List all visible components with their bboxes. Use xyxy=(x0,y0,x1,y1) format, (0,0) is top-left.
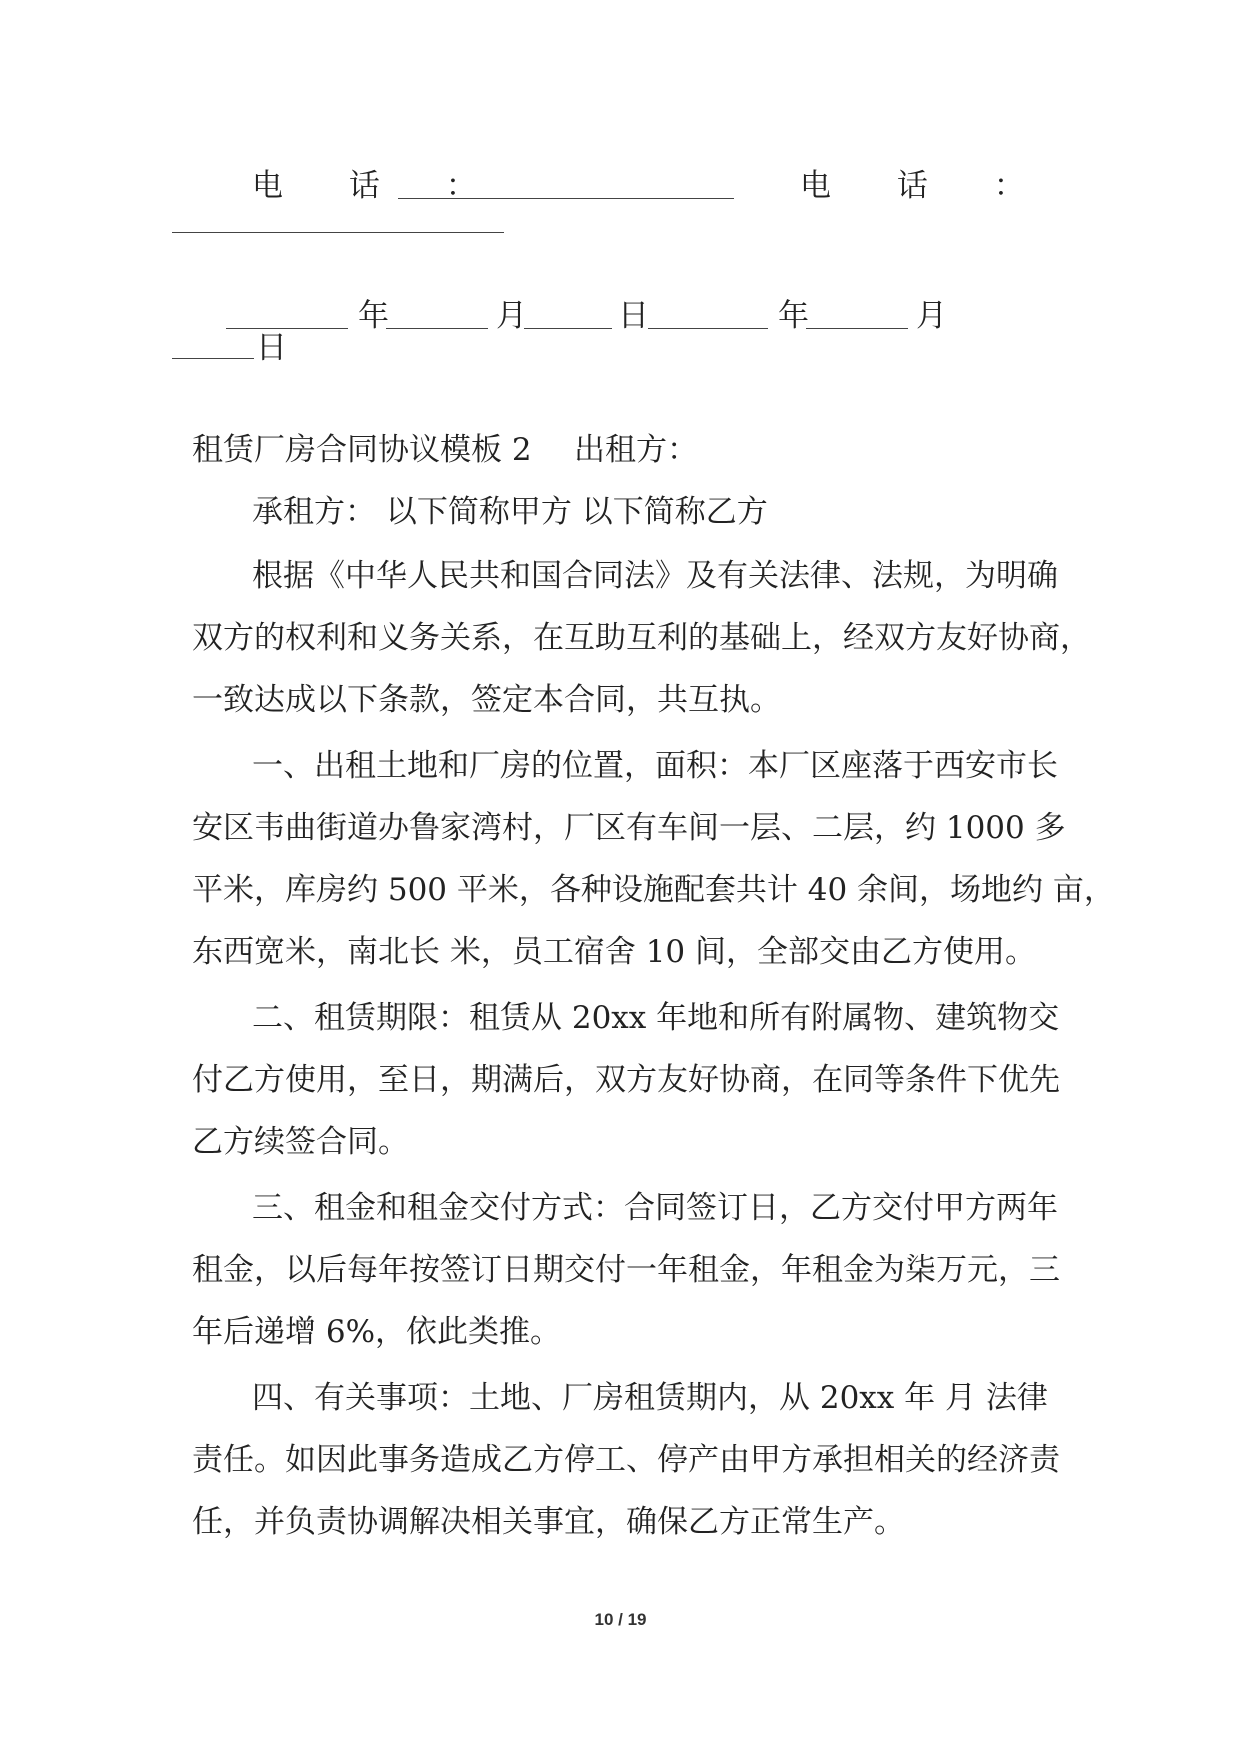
date-unit-month-2: 月 xyxy=(916,298,947,334)
paragraph-line: 三、租金和租金交付方式：合同签订日，乙方交付甲方两年 xyxy=(252,1190,1058,1226)
date-blank xyxy=(172,358,254,359)
party-a-phone-blank xyxy=(398,198,734,199)
date-unit-day: 日 xyxy=(618,298,649,334)
paragraph-line: 乙方续签合同。 xyxy=(192,1124,409,1160)
date-blank xyxy=(524,328,612,329)
lessor-label: 出租方： xyxy=(574,432,698,468)
paragraph-line: 平米，库房约 500 平米，各种设施配套共计 40 余间，场地约 亩， xyxy=(192,872,1115,908)
paragraph-line: 根据《中华人民共和国合同法》及有关法律、法规，为明确 xyxy=(252,558,1058,594)
paragraph-line: 一、出租土地和厂房的位置，面积：本厂区座落于西安市长 xyxy=(252,748,1058,784)
paragraph-line: 年后递增 6%，依此类推。 xyxy=(192,1314,562,1350)
phone-row xyxy=(252,166,1052,206)
paragraph-line: 租金，以后每年按签订日期交付一年租金，年租金为柒万元，三 xyxy=(192,1252,1060,1288)
paragraph-line: 任，并负责协调解决相关事宜，确保乙方正常生产。 xyxy=(192,1504,905,1540)
party-b-phone-blank xyxy=(172,232,504,233)
contract-title: 租赁厂房合同协议模板 2 xyxy=(192,432,532,468)
date-blank xyxy=(226,328,348,329)
lessee-line: 承租方： 以下简称甲方 以下简称乙方 xyxy=(252,494,768,530)
date-blank xyxy=(386,328,488,329)
date-unit-day-2: 日 xyxy=(256,330,287,366)
date-blank xyxy=(648,328,768,329)
paragraph-line: 安区韦曲街道办鲁家湾村，厂区有车间一层、二层，约 1000 多 xyxy=(192,810,1066,846)
paragraph-line: 东西宽米，南北长 米，员工宿舍 10 间，全部交由乙方使用。 xyxy=(192,934,1037,970)
party-a-phone-label: 电 话 ： xyxy=(252,168,505,204)
page-number: 10 / 19 xyxy=(594,1610,647,1629)
party-b-phone-label: 电 话 ： xyxy=(800,168,1053,204)
date-blank xyxy=(806,328,908,329)
paragraph-line: 一致达成以下条款，签定本合同，共互执。 xyxy=(192,682,781,718)
paragraph-line: 四、有关事项：土地、厂房租赁期内，从 20xx 年 月 法律 xyxy=(252,1380,1048,1416)
date-unit-month: 月 xyxy=(496,298,527,334)
heading-line xyxy=(192,430,1052,470)
date-unit-year: 年 xyxy=(358,298,389,334)
date-unit-year-2: 年 xyxy=(778,298,809,334)
paragraph-line: 双方的权利和义务关系，在互助互利的基础上，经双方友好协商， xyxy=(192,620,1091,656)
paragraph-line: 二、租赁期限：租赁从 20xx 年地和所有附属物、建筑物交 xyxy=(252,1000,1060,1036)
date-row xyxy=(252,296,1052,336)
paragraph-line: 责任。如因此事务造成乙方停工、停产由甲方承担相关的经济责 xyxy=(192,1442,1060,1478)
paragraph-line: 付乙方使用，至日，期满后，双方友好协商，在同等条件下优先 xyxy=(192,1062,1060,1098)
